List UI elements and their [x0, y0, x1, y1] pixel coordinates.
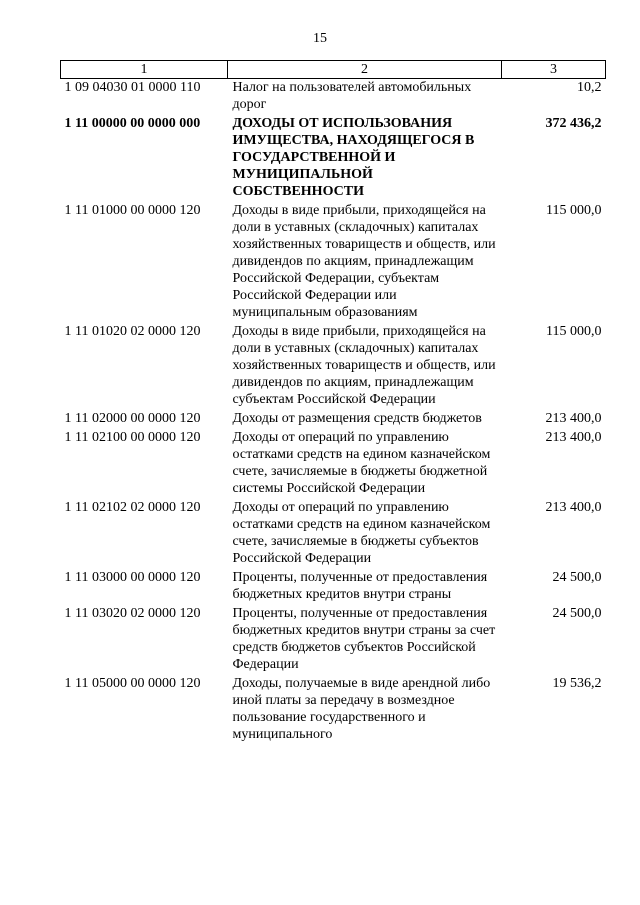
revenue-code: 1 11 02100 00 0000 120 [64, 430, 201, 445]
revenue-amount: 24 500,0 [552, 570, 602, 585]
table-row [61, 410, 606, 429]
revenue-name: Доходы в виде прибыли, приходящейся на доли в уставных (складочных) капиталах хозяйственных товариществ и обществ, или дивидендов по акциям, принадлежащим субъектам Российской Федерации [232, 324, 496, 407]
revenue-code: 1 11 00000 00 0000 000 [64, 116, 201, 131]
revenue-amount: 372 436,2 [545, 116, 602, 131]
revenue-code: 1 11 01000 00 0000 120 [64, 203, 201, 218]
revenue-code: 1 11 05000 00 0000 120 [64, 676, 201, 691]
column-header-code: 1 [61, 61, 228, 79]
table-header [61, 61, 606, 79]
revenue-name: ДОХОДЫ ОТ ИСПОЛЬЗОВАНИЯ ИМУЩЕСТВА, НАХОДЯЩЕГОСЯ В ГОСУДАРСТВЕННОЙ И МУНИЦИПАЛЬНОЙ СОБСТВЕННОСТИ [232, 116, 475, 199]
revenue-amount: 213 400,0 [545, 500, 602, 515]
revenue-name: Доходы от размещения средств бюджетов [232, 411, 482, 426]
revenue-name: Доходы от операций по управлению остатками средств на едином казначейском счете, зачисляемые в бюджеты субъектов Российской Федерации [232, 500, 491, 566]
revenue-amount: 115 000,0 [546, 324, 602, 339]
revenue-name: Налог на пользователей автомобильных дорог [232, 80, 472, 112]
revenue-name: Доходы в виде прибыли, приходящейся на доли в уставных (складочных) капиталах хозяйственных товариществ и обществ, или дивидендов по акциям, принадлежащим Российской Федерации, субъектам Российской Федерации или муниципальным образованиям [232, 203, 496, 320]
table-row [61, 569, 606, 605]
revenue-code: 1 11 02000 00 0000 120 [64, 411, 201, 426]
revenue-code: 1 11 02102 02 0000 120 [64, 500, 201, 515]
table-row [61, 605, 606, 675]
revenue-name: Проценты, полученные от предоставления бюджетных кредитов внутри страны [232, 570, 488, 602]
revenue-name: Доходы от операций по управлению остатками средств на едином казначейском счете, зачисляемые в бюджеты бюджетной системы Российской Федерации [232, 430, 491, 496]
revenue-name: Доходы, получаемые в виде арендной либо иной платы за передачу в возмездное пользование государственного и муниципального [232, 676, 491, 742]
revenue-amount: 24 500,0 [552, 606, 602, 621]
table-row [61, 429, 606, 499]
table-row [61, 115, 606, 202]
revenue-code: 1 11 03020 02 0000 120 [64, 606, 201, 621]
revenue-name: Проценты, полученные от предоставления бюджетных кредитов внутри страны за счет средств бюджетов субъектов Российской Федерации [232, 606, 496, 672]
revenue-code: 1 11 01020 02 0000 120 [64, 324, 201, 339]
revenue-code: 1 11 03000 00 0000 120 [64, 570, 201, 585]
revenue-amount: 10,2 [577, 80, 602, 95]
page-number: 15 [313, 31, 327, 46]
table-row [61, 675, 606, 745]
table-row [61, 202, 606, 323]
column-header-name: 2 [228, 61, 502, 79]
revenue-amount: 115 000,0 [546, 203, 602, 218]
revenue-amount: 213 400,0 [545, 430, 602, 445]
revenue-code: 1 09 04030 01 0000 110 [64, 80, 201, 95]
table-row [61, 323, 606, 410]
column-header-amount: 3 [502, 61, 606, 79]
revenue-amount: 19 536,2 [552, 676, 602, 691]
revenue-amount: 213 400,0 [545, 411, 602, 426]
budget-revenue-table [60, 60, 606, 745]
table-body [61, 79, 606, 746]
table-row [61, 499, 606, 569]
table-row [61, 79, 606, 116]
